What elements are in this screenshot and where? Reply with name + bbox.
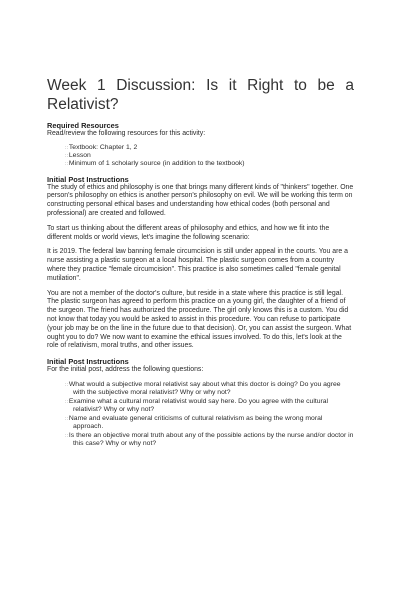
list-item xyxy=(65,398,354,414)
initial-post-heading: Initial Post Instructions xyxy=(47,174,129,184)
questions-intro: For the initial post, address the following questions: xyxy=(47,366,204,374)
resource-item-text: Textbook: Chapter 1, 2 xyxy=(68,143,138,151)
bullet-icon: ∷ xyxy=(65,432,68,439)
list-item xyxy=(65,152,354,160)
document-title: Week 1 Discussion: Is it Right to be a Relativist? xyxy=(47,77,354,113)
resource-list xyxy=(65,144,354,169)
list-item xyxy=(65,144,354,152)
bullet-icon: ∷ xyxy=(65,144,68,151)
list-item xyxy=(65,160,354,168)
initial-post-heading: Initial Post Instructions xyxy=(47,357,129,367)
paragraph: It is 2019. The federal law banning female circumcision is still under appeal in the courts. You are a nurse assisting a plastic surgeon at a local hospital. The plastic surgeon comes from a country where they practice "female circumcision". This practice is also sometimes called "female genital mutilation". xyxy=(47,248,348,282)
resource-item-text: Minimum of 1 scholarly source (in addition to the textbook) xyxy=(68,160,245,168)
bullet-icon: ∷ xyxy=(65,161,68,168)
required-resources-intro: Read/review the following resources for this activity: xyxy=(47,130,206,137)
initial-post-instructions-section xyxy=(47,175,354,352)
bullet-icon: ∷ xyxy=(65,415,68,422)
paragraph: To start us thinking about the different areas of philosophy and ethics, and how we fit into the different molds or world views, let's imagine the following scenario: xyxy=(47,224,330,241)
question-list xyxy=(65,381,354,448)
paragraph: The study of ethics and philosophy is one that brings many different kinds of "thinkers" together. One person's philosophy on ethics is another person's philosophy on evil. We will be working this term on constructing personal ethical bases and understanding how ethical codes (both personal and professional) are created and followed. xyxy=(47,183,354,218)
question-text: Name and evaluate general criticisms of cultural relativism as being the wrong moral approach. xyxy=(68,414,323,431)
bullet-icon: ∷ xyxy=(65,382,68,389)
required-resources-section xyxy=(47,121,354,169)
initial-post-questions-section xyxy=(47,357,354,448)
resource-item-text: Lesson xyxy=(68,152,91,160)
list-item xyxy=(65,432,354,448)
bullet-icon: ∷ xyxy=(65,153,68,160)
bullet-icon: ∷ xyxy=(65,398,68,405)
question-text: What would a subjective moral relativist say about what this doctor is doing? Do you agree with the subjective moral relativist? Why or why not? xyxy=(68,381,341,397)
paragraph: You are not a member of the doctor's culture, but reside in a state where this practice is still legal. The plastic surgeon has agreed to perform this practice on a young girl, the daughter of a friend of the surgeon. The friend has authorized the procedure. The girl only knows this is a custom. You did not know that today you would be asked to assist in this procedure. You can refuse to participate (your job may be on the line in the future due to that decision). Or, you can assist the surgeon. What ought you to do? We now want to examine the ethical issues involved. To do this, let's look at the role of relativism, moral truths, and other issues. xyxy=(47,289,352,350)
list-item xyxy=(65,381,354,397)
question-text: Is there an objective moral truth about any of the possible actions by the nurse and/or doctor in this case? Why or why not? xyxy=(68,431,354,447)
required-resources-heading: Required Resources xyxy=(47,121,119,130)
question-text: Examine what a cultural moral relativist would say here. Do you agree with the cultural relativist? Why or why not? xyxy=(68,397,329,414)
list-item xyxy=(65,415,354,431)
